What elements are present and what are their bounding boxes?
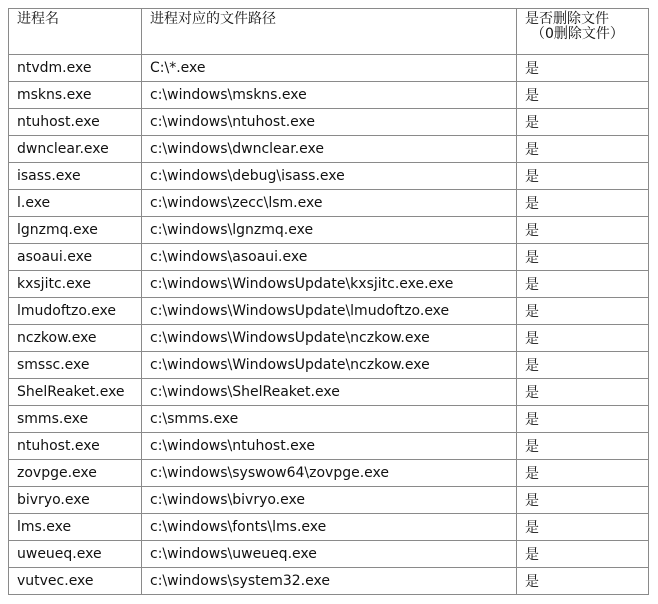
cell-delete-flag: 是 (517, 352, 649, 379)
cell-process-name: ShelReaket.exe (9, 379, 142, 406)
cell-file-path: c:\windows\zecc\lsm.exe (142, 190, 517, 217)
table-row (9, 352, 649, 379)
table-body (9, 55, 649, 595)
cell-delete-flag: 是 (517, 379, 649, 406)
table-row (9, 379, 649, 406)
header-process-name: 进程名 (9, 9, 142, 55)
cell-process-name: nczkow.exe (9, 325, 142, 352)
cell-file-path: c:\windows\debug\isass.exe (142, 163, 517, 190)
cell-delete-flag: 是 (517, 82, 649, 109)
cell-process-name: bivryo.exe (9, 487, 142, 514)
table-row (9, 325, 649, 352)
header-row (9, 9, 649, 55)
cell-delete-flag: 是 (517, 325, 649, 352)
cell-file-path: c:\windows\ntuhost.exe (142, 109, 517, 136)
cell-delete-flag: 是 (517, 433, 649, 460)
cell-process-name: kxsjitc.exe (9, 271, 142, 298)
header-delete-file (517, 9, 649, 55)
cell-file-path: c:\windows\bivryo.exe (142, 487, 517, 514)
cell-process-name: l.exe (9, 190, 142, 217)
cell-process-name: ntuhost.exe (9, 433, 142, 460)
cell-file-path: c:\windows\WindowsUpdate\lmudoftzo.exe (142, 298, 517, 325)
cell-delete-flag: 是 (517, 244, 649, 271)
cell-file-path: c:\smms.exe (142, 406, 517, 433)
cell-file-path: c:\windows\dwnclear.exe (142, 136, 517, 163)
cell-delete-flag: 是 (517, 109, 649, 136)
cell-process-name: lms.exe (9, 514, 142, 541)
cell-process-name: vutvec.exe (9, 568, 142, 595)
cell-file-path: c:\windows\WindowsUpdate\nczkow.exe (142, 352, 517, 379)
cell-delete-flag: 是 (517, 487, 649, 514)
cell-process-name: ntuhost.exe (9, 109, 142, 136)
cell-process-name: lgnzmq.exe (9, 217, 142, 244)
cell-delete-flag: 是 (517, 568, 649, 595)
cell-file-path: c:\windows\syswow64\zovpge.exe (142, 460, 517, 487)
header-file-path: 进程对应的文件路径 (142, 9, 517, 55)
cell-file-path: c:\windows\fonts\lms.exe (142, 514, 517, 541)
header-delete-line1: 是否删除文件 (525, 11, 609, 27)
cell-delete-flag: 是 (517, 298, 649, 325)
table-row (9, 406, 649, 433)
table-row (9, 163, 649, 190)
table-row (9, 190, 649, 217)
table-row (9, 271, 649, 298)
table-row (9, 460, 649, 487)
table-row (9, 217, 649, 244)
cell-file-path: c:\windows\mskns.exe (142, 82, 517, 109)
cell-delete-flag: 是 (517, 541, 649, 568)
cell-file-path: c:\windows\WindowsUpdate\nczkow.exe (142, 325, 517, 352)
table-row (9, 568, 649, 595)
table-row (9, 541, 649, 568)
cell-file-path: c:\windows\lgnzmq.exe (142, 217, 517, 244)
cell-process-name: uweueq.exe (9, 541, 142, 568)
table-row (9, 136, 649, 163)
cell-delete-flag: 是 (517, 406, 649, 433)
cell-delete-flag: 是 (517, 163, 649, 190)
cell-file-path: C:\*.exe (142, 55, 517, 82)
table-row (9, 433, 649, 460)
cell-delete-flag: 是 (517, 460, 649, 487)
cell-delete-flag: 是 (517, 136, 649, 163)
cell-file-path: c:\windows\ntuhost.exe (142, 433, 517, 460)
table-row (9, 55, 649, 82)
cell-delete-flag: 是 (517, 190, 649, 217)
cell-file-path: c:\windows\WindowsUpdate\kxsjitc.exe.exe (142, 271, 517, 298)
table-row (9, 109, 649, 136)
table-header (9, 9, 649, 55)
cell-process-name: ntvdm.exe (9, 55, 142, 82)
cell-process-name: asoaui.exe (9, 244, 142, 271)
table-row (9, 244, 649, 271)
cell-delete-flag: 是 (517, 514, 649, 541)
cell-process-name: dwnclear.exe (9, 136, 142, 163)
header-delete-line2: （0删除文件） (531, 26, 624, 42)
cell-file-path: c:\windows\system32.exe (142, 568, 517, 595)
table-row (9, 298, 649, 325)
cell-delete-flag: 是 (517, 271, 649, 298)
table-row (9, 82, 649, 109)
cell-file-path: c:\windows\uweueq.exe (142, 541, 517, 568)
cell-process-name: zovpge.exe (9, 460, 142, 487)
table-row (9, 514, 649, 541)
cell-file-path: c:\windows\asoaui.exe (142, 244, 517, 271)
cell-process-name: smssc.exe (9, 352, 142, 379)
cell-process-name: mskns.exe (9, 82, 142, 109)
process-table (8, 8, 649, 595)
cell-delete-flag: 是 (517, 55, 649, 82)
cell-delete-flag: 是 (517, 217, 649, 244)
table-row (9, 487, 649, 514)
cell-process-name: isass.exe (9, 163, 142, 190)
cell-file-path: c:\windows\ShelReaket.exe (142, 379, 517, 406)
cell-process-name: smms.exe (9, 406, 142, 433)
cell-process-name: lmudoftzo.exe (9, 298, 142, 325)
